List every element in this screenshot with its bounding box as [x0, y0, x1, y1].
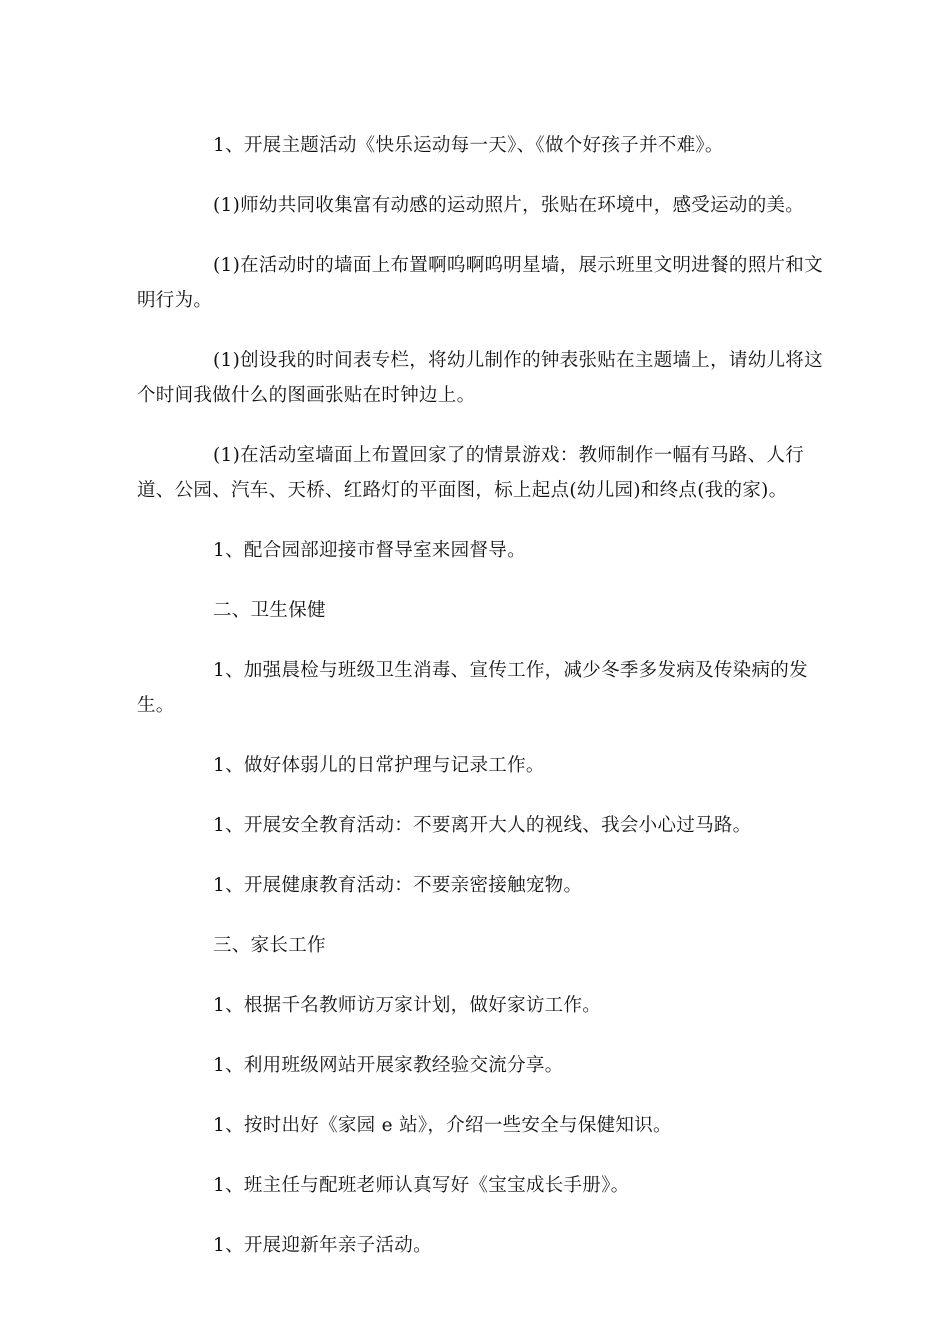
paragraph-sports-photos: (1)师幼共同收集富有动感的运动照片，张贴在环境中，感受运动的美。	[213, 195, 805, 216]
paragraph-weak-children-care: 1、做好体弱儿的日常护理与记录工作。	[213, 755, 545, 776]
paragraph-theme-activity: 1、开展主题活动《快乐运动每一天》、《做个好孩子并不难》。	[213, 135, 724, 156]
paragraph-growth-handbook: 1、班主任与配班老师认真写好《宝宝成长手册》。	[213, 1175, 630, 1196]
section-heading-health: 二、卫生保健	[213, 600, 326, 621]
paragraph-inspection: 1、配合园部迎接市督导室来园督导。	[213, 540, 526, 561]
paragraph-timetable-column: (1)创设我的时间表专栏，将幼儿制作的钟表张贴在主题墙上，请幼儿将这个时间我做什么的图画张贴在时钟边上。	[137, 350, 823, 406]
paragraph-star-wall: (1)在活动时的墙面上布置啊呜啊呜明星墙，展示班里文明进餐的照片和文明行为。	[137, 255, 823, 311]
paragraph-safety-education: 1、开展安全教育活动：不要离开大人的视线、我会小心过马路。	[213, 815, 752, 836]
paragraph-home-visits: 1、根据千名教师访万家计划，做好家访工作。	[213, 995, 602, 1016]
paragraph-morning-check: 1、加强晨检与班级卫生消毒、宣传工作，减少冬季多发病及传染病的发生。	[137, 660, 808, 716]
paragraph-class-website: 1、利用班级网站开展家教经验交流分享。	[213, 1055, 564, 1076]
section-heading-parents: 三、家长工作	[213, 935, 326, 956]
document-body	[137, 128, 827, 1288]
paragraph-new-year-activity: 1、开展迎新年亲子活动。	[213, 1235, 432, 1256]
paragraph-going-home-game: (1)在活动室墙面上布置回家了的情景游戏：教师制作一幅有马路、人行道、公园、汽车、天桥、红路灯的平面图，标上起点(幼儿园)和终点(我的家)。	[137, 445, 805, 501]
paragraph-newsletter: 1、按时出好《家园 e 站》，介绍一些安全与保健知识。	[213, 1115, 672, 1136]
paragraph-health-education: 1、开展健康教育活动：不要亲密接触宠物。	[213, 875, 583, 896]
